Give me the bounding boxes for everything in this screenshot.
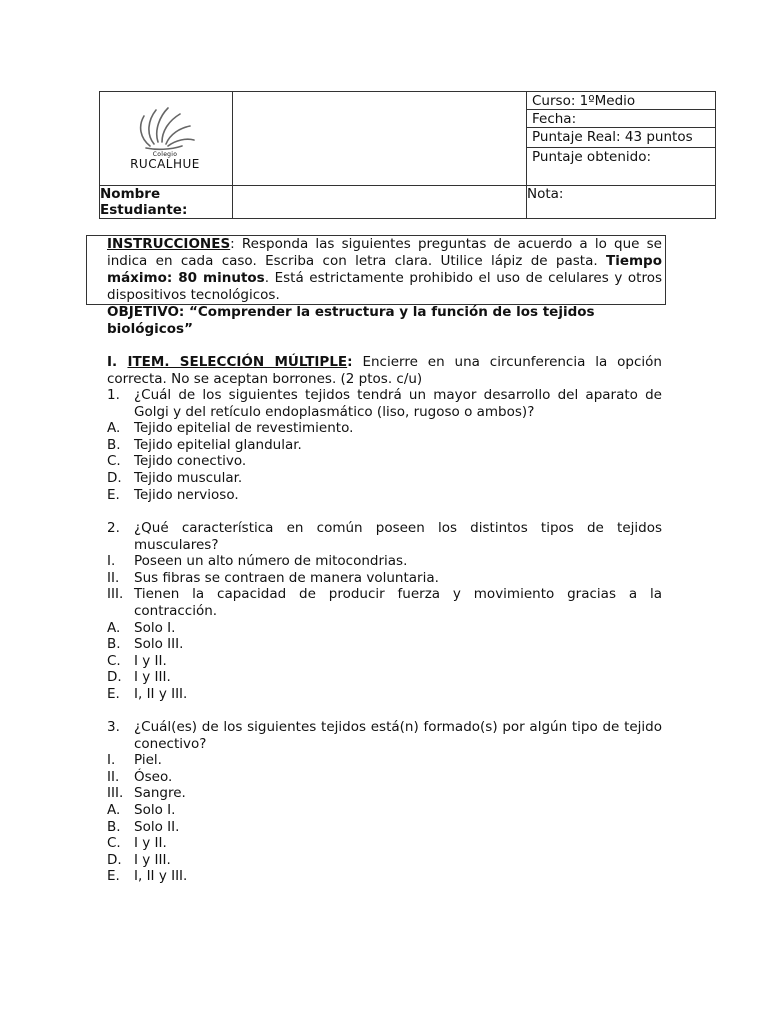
question-1 (107, 387, 662, 503)
curso-field: Curso: 1ºMedio (527, 92, 715, 110)
option-text: Tejido nervioso. (134, 486, 239, 503)
question-text: ¿Cuál de los siguientes tejidos tendrá un mayor desarrollo del aparato de Golgi y del retículo endoplasmático (liso, rugoso o ambos)? (134, 387, 662, 420)
logo-school-name: RUCALHUE (130, 157, 200, 171)
instructions-label: INSTRUCCIONES (107, 236, 231, 252)
nombre-field[interactable] (233, 186, 527, 219)
statement (107, 752, 662, 769)
option-letter: B. (107, 636, 121, 653)
statement (107, 553, 662, 570)
logo-cell (100, 92, 233, 186)
option[interactable] (107, 620, 662, 637)
option-letter: A. (107, 420, 121, 437)
statement-roman: I. (107, 752, 116, 769)
statement-text: Piel. (134, 752, 162, 769)
statement (107, 570, 662, 587)
question-number: 3. (107, 719, 120, 735)
option[interactable] (107, 470, 662, 487)
section-heading (107, 354, 662, 388)
puntaje-obtenido-field[interactable]: Puntaje obtenido: (532, 149, 652, 165)
question-number: 1. (107, 387, 120, 403)
option[interactable] (107, 636, 662, 653)
option-text: I, II y III. (134, 868, 188, 885)
option-text: Solo I. (134, 619, 176, 636)
instructions-time: Tiempo máximo: 80 minutos (107, 253, 662, 286)
question-text: ¿Qué característica en común poseen los distintos tipos de tejidos musculares? (134, 520, 662, 553)
logo-subtitle: Colegio (152, 151, 178, 158)
statement-text: Sus fibras se contraen de manera voluntaria. (134, 569, 439, 586)
question-number: 2. (107, 520, 120, 536)
option-text: Tejido muscular. (134, 469, 243, 486)
option[interactable] (107, 453, 662, 470)
statement-roman: III. (107, 785, 124, 802)
option-text: Solo I. (134, 801, 176, 818)
option[interactable] (107, 420, 662, 437)
option-text: I y III. (134, 851, 171, 868)
question-2 (107, 520, 662, 703)
statement-roman: II. (107, 569, 120, 586)
nombre-label: Nombre Estudiante: (100, 186, 233, 219)
header-table (99, 91, 716, 219)
puntaje-real-field: Puntaje Real: 43 puntos (527, 128, 715, 148)
question-text: ¿Cuál(es) de los siguientes tejidos está(n) formado(s) por algún tipo de tejido conectivo? (134, 719, 662, 752)
instructions-body-2: . Está estrictamente prohibido el uso de celulares y otros dispositivos tecnológicos. (107, 270, 662, 303)
option[interactable] (107, 835, 662, 852)
option[interactable] (107, 852, 662, 869)
option-text: Tejido conectivo. (134, 453, 247, 470)
option[interactable] (107, 437, 662, 454)
option-text: I y II. (134, 835, 167, 852)
school-logo (130, 102, 200, 174)
statement-text: Óseo. (134, 768, 173, 785)
option[interactable] (107, 868, 662, 885)
option[interactable] (107, 487, 662, 504)
option-letter: C. (107, 652, 121, 669)
option[interactable] (107, 686, 662, 703)
hand-logo-icon (130, 102, 200, 152)
statement-text: Sangre. (134, 785, 186, 802)
statement (107, 769, 662, 786)
statement-text: Poseen un alto número de mitocondrias. (134, 553, 408, 570)
option-letter: E. (107, 486, 120, 503)
option-letter: D. (107, 851, 122, 868)
statement (107, 785, 662, 802)
option-letter: B. (107, 436, 121, 453)
option-letter: D. (107, 469, 122, 486)
instructions-text (107, 236, 662, 304)
option-text: Solo III. (134, 636, 184, 653)
option[interactable] (107, 802, 662, 819)
header-info-cell (527, 92, 716, 186)
option-text: Solo II. (134, 818, 180, 835)
section-colon: : (347, 354, 353, 370)
option-letter: A. (107, 801, 121, 818)
statement-roman: III. (107, 586, 124, 603)
option-letter: B. (107, 818, 121, 835)
option-letter: E. (107, 868, 120, 885)
option-letter: C. (107, 835, 121, 852)
option-letter: A. (107, 619, 121, 636)
option[interactable] (107, 669, 662, 686)
section-title: ITEM. SELECCIÓN MÚLTIPLE (127, 354, 348, 370)
objective: OBJETIVO: “Comprender la estructura y la función de los tejidos biológicos” (107, 304, 595, 337)
option-text: I y III. (134, 669, 171, 686)
statement-text: Tienen la capacidad de producir fuerza y movimiento gracias a la contracción. (134, 586, 662, 619)
section-instructions: Encierre en una circunferencia la opción correcta. No se aceptan borrones. (2 ptos. c/u) (107, 354, 662, 387)
instructions-body-1: : Responda las siguientes preguntas de acuerdo a lo que se indica en cada caso. Escriba con letra clara. Utilice lápiz de pasta. (107, 236, 662, 269)
option-text: Tejido epitelial glandular. (134, 436, 302, 453)
option-text: I, II y III. (134, 685, 188, 702)
statement-roman: I. (107, 553, 116, 570)
header-blank-cell (233, 92, 527, 186)
option-letter: D. (107, 669, 122, 686)
option-letter: C. (107, 453, 121, 470)
statement-roman: II. (107, 768, 120, 785)
option[interactable] (107, 819, 662, 836)
nota-field[interactable]: Nota: (527, 186, 716, 219)
option-letter: E. (107, 685, 120, 702)
fecha-field[interactable]: Fecha: (527, 110, 715, 128)
statement (107, 586, 662, 619)
question-3 (107, 719, 662, 885)
option[interactable] (107, 653, 662, 670)
option-text: Tejido epitelial de revestimiento. (134, 420, 354, 437)
option-text: I y II. (134, 652, 167, 669)
section-number: I. (107, 354, 128, 370)
